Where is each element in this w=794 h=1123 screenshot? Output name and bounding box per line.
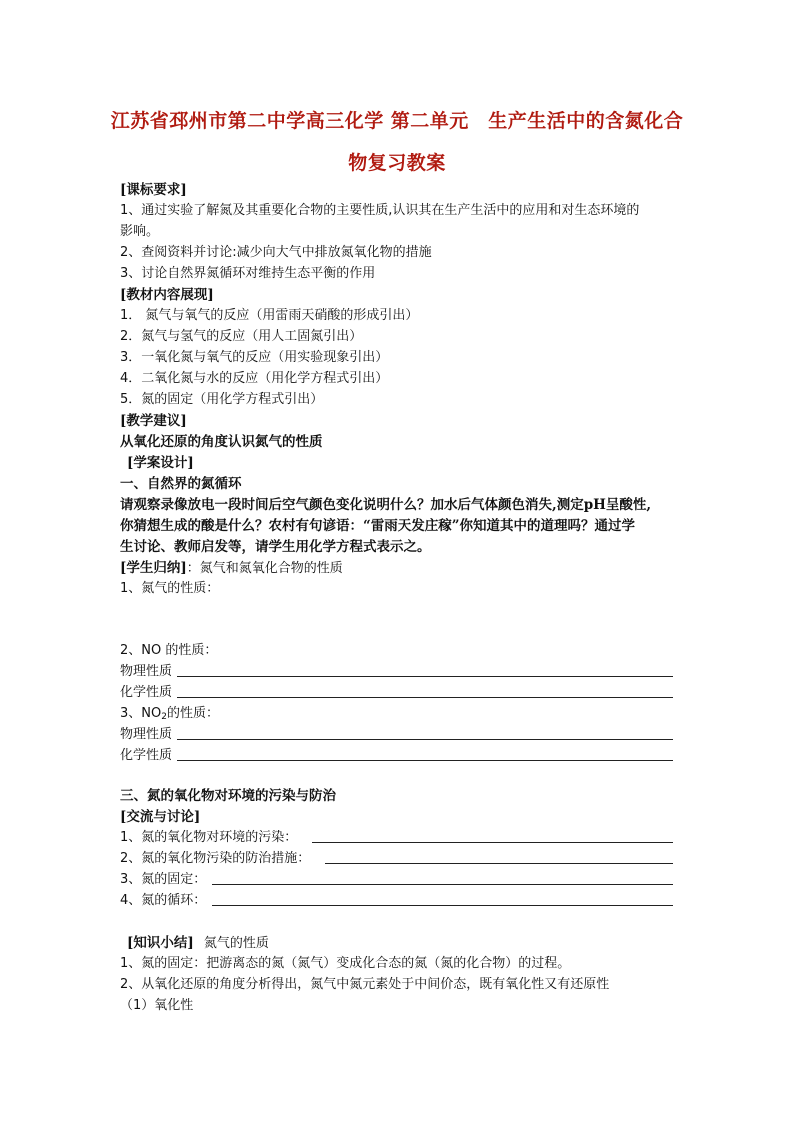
- answer-line: [177, 697, 673, 698]
- no2-prefix: 3、NO: [120, 706, 162, 721]
- n2-properties-label: 1、氮气的性质：: [120, 581, 220, 596]
- pollution-title: 三、氮的氧化物对环境的污染与防治: [120, 788, 336, 804]
- summary-p2: 2、从氧化还原的角度分析得出，氮气中氮元素处于中间价态，既有氧化性又有还原性: [120, 977, 610, 992]
- kebiao-item2: 2、查阅资料并讨论:减少向大气中排放氮氧化物的措施: [120, 245, 432, 260]
- no2-subscript: 2: [161, 712, 167, 722]
- xuean-paragraph-line3: 生讨论、教师启发等，请学生用化学方程式表示之。: [120, 539, 431, 555]
- guina-label: [学生归纳]: [120, 560, 187, 576]
- pollution-q4: 4、氮的循环：: [120, 893, 207, 908]
- answer-line: [177, 739, 673, 740]
- jiaocai-item: 4．二氧化氮与水的反应（用化学方程式引出）: [120, 371, 389, 386]
- kebiao-item1-line2: 影响。: [120, 224, 160, 239]
- jianyi-heading: [教学建议]: [120, 413, 187, 429]
- no-chemical-label: 化学性质: [120, 685, 173, 700]
- no2-properties-label: [120, 706, 219, 725]
- no-physical-label: 物理性质: [120, 664, 173, 679]
- answer-line: [312, 842, 673, 843]
- no2-suffix: 的性质：: [166, 706, 219, 721]
- jiaocai-heading: [教材内容展现]: [120, 287, 214, 303]
- summary-heading: [知识小结]: [127, 935, 194, 951]
- no2-chemical-label: 化学性质: [120, 748, 173, 763]
- xuean-paragraph-line2: 你猜想生成的酸是什么？农村有句谚语：“雷雨天发庄稼”你知道其中的道理吗？通过学: [120, 518, 636, 534]
- xuean-paragraph-line1: 请观察录像放电一段时间后空气颜色变化说明什么？加水后气体颜色消失,测定pH呈酸性,: [120, 497, 652, 513]
- answer-line: [212, 884, 673, 885]
- guina-line: [120, 560, 343, 577]
- xuean-part1-title: 一、自然界的氮循环: [120, 476, 242, 492]
- kebiao-item1-line1: 1、通过实验了解氮及其重要化合物的主要性质,认识其在生产生活中的应用和对生态环境的: [120, 203, 640, 218]
- kebiao-heading: [课标要求]: [120, 182, 187, 198]
- pollution-q2: 2、氮的氧化物污染的防治措施：: [120, 851, 311, 866]
- pollution-q3: 3、氮的固定：: [120, 872, 207, 887]
- no2-physical-label: 物理性质: [120, 727, 173, 742]
- jiaocai-item: 2．氮气与氢气的反应（用人工固氮引出）: [120, 329, 363, 344]
- xuean-heading: [学案设计]: [127, 455, 194, 471]
- answer-line: [212, 905, 673, 906]
- guina-text: ：氮气和氮氧化合物的性质: [186, 561, 343, 576]
- jianyi-subheading: 从氧化还原的角度认识氮气的性质: [120, 434, 323, 450]
- answer-line: [177, 760, 673, 761]
- no-properties-label: 2、NO 的性质：: [120, 643, 218, 658]
- jiaocai-item: 3．一氧化氮与氧气的反应（用实验现象引出）: [120, 350, 389, 365]
- pollution-heading: [交流与讨论]: [120, 809, 201, 825]
- document-title-line1: 江苏省邳州市第二中学高三化学 第二单元 生产生活中的含氮化合: [110, 110, 684, 132]
- document-title-line2: 物复习教案: [348, 152, 446, 174]
- pollution-q1: 1、氮的氧化物对环境的污染：: [120, 830, 298, 845]
- answer-line: [177, 676, 673, 677]
- answer-line: [325, 863, 673, 864]
- summary-p3: （1）氧化性: [120, 998, 194, 1013]
- summary-heading-line: [127, 935, 269, 952]
- jiaocai-item: 1． 氮气与氧气的反应（用雷雨天硝酸的形成引出）: [120, 308, 419, 323]
- jiaocai-item: 5．氮的固定（用化学方程式引出）: [120, 392, 324, 407]
- kebiao-item3: 3、讨论自然界氮循环对维持生态平衡的作用: [120, 266, 376, 281]
- summary-p1: 1、氮的固定：把游离态的氮（氮气）变成化合态的氮（氮的化合物）的过程。: [120, 956, 571, 971]
- summary-heading-text: 氮气的性质: [203, 936, 269, 951]
